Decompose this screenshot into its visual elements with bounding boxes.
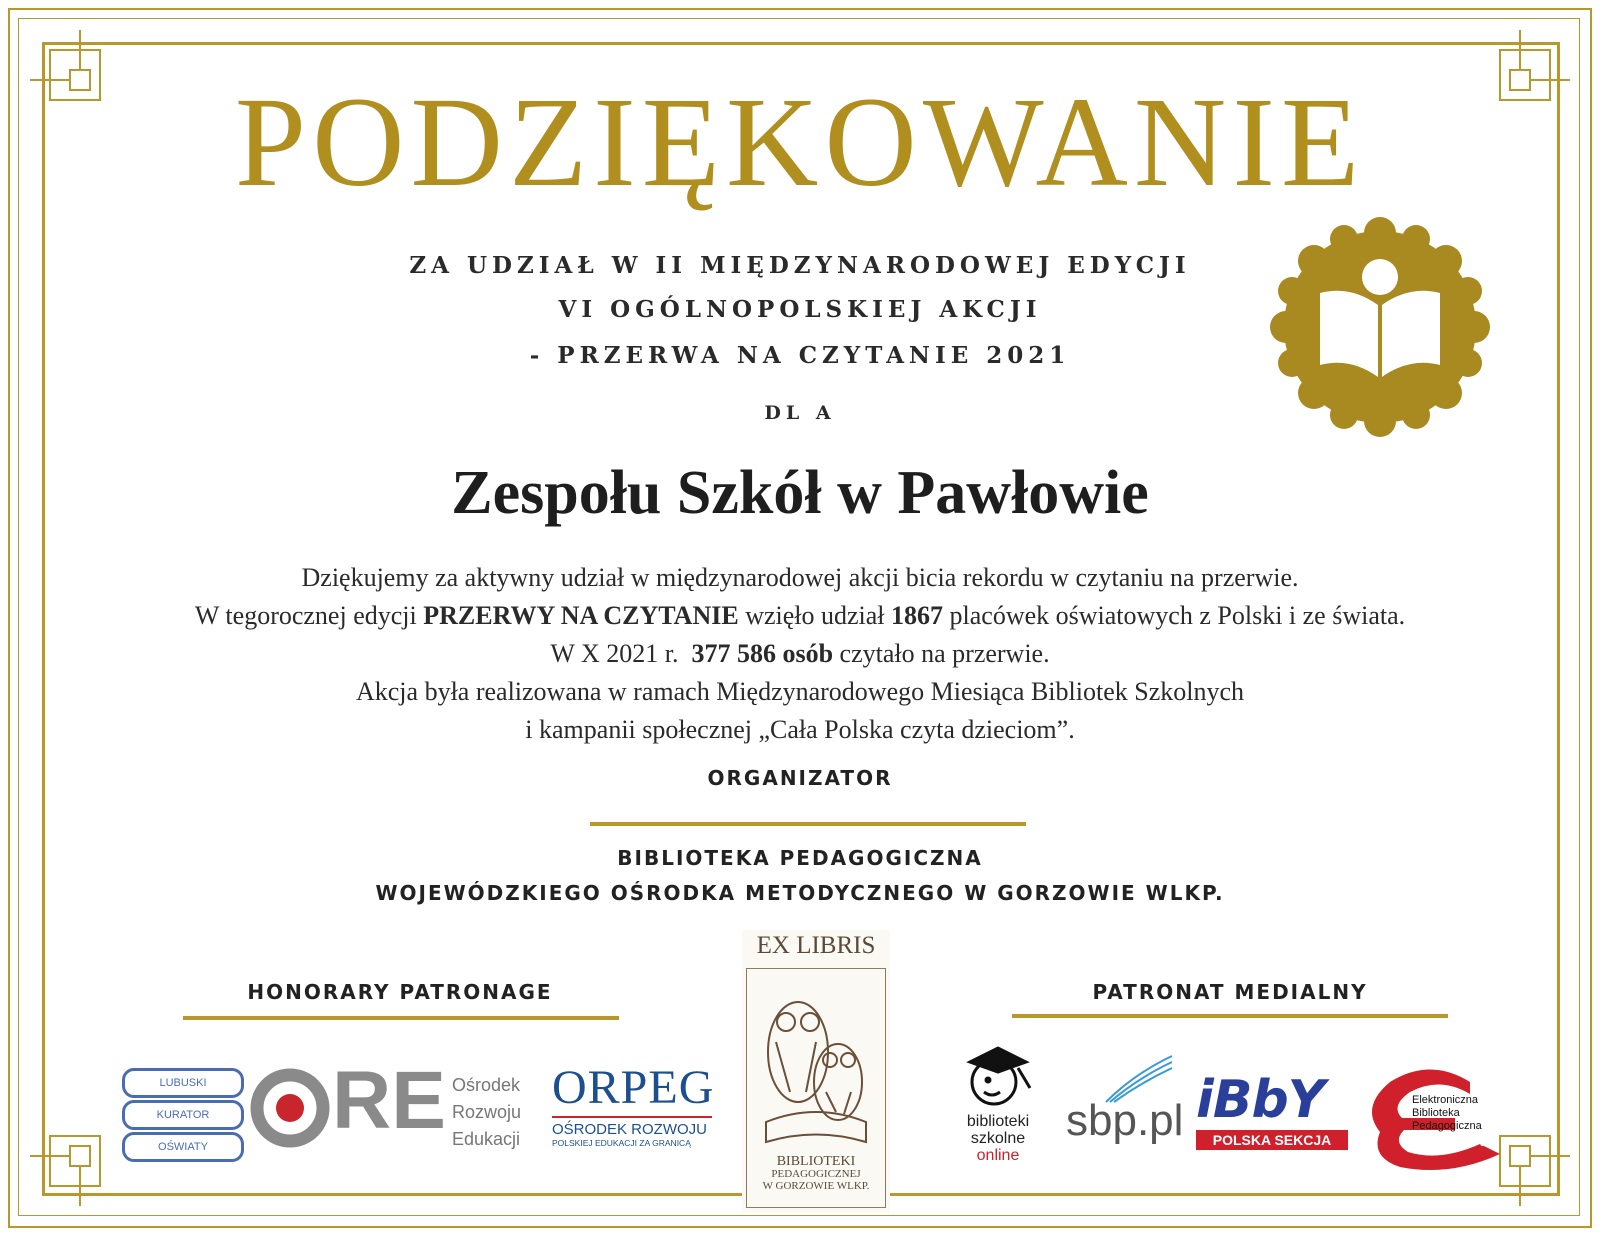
ebp-logo bbox=[1360, 1062, 1510, 1172]
organizer-heading: ORGANIZATOR bbox=[707, 766, 893, 790]
ex-libris-line-3: W GORZOWIE WLKP. bbox=[762, 1180, 870, 1192]
orpeg-logo bbox=[552, 1061, 715, 1164]
body-line-3-post: czytało na przerwie. bbox=[833, 639, 1050, 668]
body-line-5: i kampanii społecznej „Cała Polska czyta dzieciom”. bbox=[525, 715, 1075, 744]
bso-line-1: biblioteki bbox=[966, 1113, 1030, 1130]
subtitle-line-2: VI OGÓLNOPOLSKIEJ AKCJI bbox=[558, 296, 1042, 323]
orpeg-rule bbox=[552, 1116, 712, 1118]
ebp-line-1: Elektroniczna bbox=[1412, 1094, 1479, 1106]
organizer-rule bbox=[590, 822, 1026, 826]
orpeg-wordmark: ORPEG bbox=[552, 1061, 715, 1114]
sbp-text: sbp.pl bbox=[1066, 1096, 1184, 1145]
bso-line-2: szkolne bbox=[970, 1130, 1026, 1147]
body-line-4: Akcja była realizowana w ramach Międzynarodowego Miesiąca Bibliotek Szkolnych bbox=[355, 677, 1245, 706]
sbp-wordmark bbox=[1066, 1096, 1183, 1146]
for-label: DL A bbox=[764, 402, 836, 424]
page-title: PODZIĘKOWANIE bbox=[234, 71, 1366, 213]
ibby-logo bbox=[1196, 1070, 1348, 1160]
body-line-3-pre: W X 2021 r. bbox=[550, 639, 692, 668]
media-heading: PATRONAT MEDIALNY bbox=[1092, 980, 1368, 1004]
ebp-line-3: Pedagogiczna bbox=[1412, 1120, 1482, 1132]
body-line-2-pre: W tegorocznej edycji bbox=[194, 601, 424, 630]
ibby-wordmark: iBbY bbox=[1196, 1070, 1325, 1130]
ex-libris-line-2: PEDAGOGICZNEJ bbox=[771, 1168, 861, 1180]
kurator-line-2: KURATOR bbox=[122, 1100, 244, 1130]
kurator-logo bbox=[118, 1058, 242, 1170]
owls-icon bbox=[756, 982, 876, 1152]
bso-logo bbox=[948, 1042, 1048, 1172]
subtitle-line-1: ZA UDZIAŁ W II MIĘDZYNARODOWEJ EDYCJI bbox=[409, 252, 1191, 279]
ore-circle-icon bbox=[250, 1068, 330, 1148]
institution-count: 1867 bbox=[891, 601, 944, 630]
ore-desc-line-1: Ośrodek bbox=[452, 1075, 521, 1095]
ex-libris-bookplate bbox=[742, 930, 890, 1212]
ibby-subtitle: POLSKA SEKCJA bbox=[1196, 1130, 1348, 1150]
book-seal-icon bbox=[1268, 215, 1492, 439]
ore-letters: RE bbox=[332, 1055, 446, 1146]
ebp-subtitle: SBP bbox=[1480, 1138, 1499, 1148]
body-line-3 bbox=[0, 641, 1600, 667]
ebp-text bbox=[1412, 1094, 1482, 1133]
kurator-line-1: LUBUSKI bbox=[122, 1068, 244, 1098]
organizer-line-2: WOJEWÓDZKIEGO OŚRODKA METODYCZNEGO W GORZOWIE WLKP. bbox=[375, 881, 1225, 905]
media-rule bbox=[1012, 1014, 1448, 1018]
ex-libris-caption bbox=[748, 1156, 884, 1192]
body-line-2-post: placówek oświatowych z Polski i ze świata. bbox=[943, 601, 1406, 630]
reader-count: 377 586 osób bbox=[691, 639, 834, 668]
event-name: PRZERWY NA CZYTANIE bbox=[423, 601, 739, 630]
kurator-line-3: OŚWIATY bbox=[122, 1132, 244, 1162]
ex-libris-title: EX LIBRIS bbox=[756, 932, 876, 959]
ore-logo bbox=[250, 1055, 446, 1164]
orpeg-line-2: POLSKIEJ EDUKACJI ZA GRANICĄ bbox=[552, 1138, 691, 1148]
ore-desc-line-3: Edukacji bbox=[452, 1129, 521, 1149]
ore-desc-line-2: Rozwoju bbox=[452, 1102, 522, 1122]
ebp-line-2: Biblioteka bbox=[1412, 1107, 1460, 1119]
bso-line-3: online bbox=[976, 1147, 1020, 1164]
body-line-2 bbox=[0, 603, 1600, 629]
body-line-2-mid: wzięło udział bbox=[738, 601, 892, 630]
body-line-1: Dziękujemy za aktywny udział w międzynarodowej akcji bicia rekordu w czytaniu na przerwie. bbox=[301, 563, 1299, 592]
sbp-logo bbox=[1066, 1054, 1186, 1154]
honorary-heading: HONORARY PATRONAGE bbox=[247, 980, 553, 1004]
honorary-rule bbox=[183, 1016, 619, 1020]
organizer-line-1: BIBLIOTEKA PEDAGOGICZNA bbox=[617, 846, 983, 870]
ore-description bbox=[452, 1072, 542, 1153]
reading-child-icon bbox=[958, 1042, 1038, 1108]
recipient-name: Zespołu Szkół w Pawłowie bbox=[451, 459, 1149, 527]
subtitle-line-3: - PRZERWA NA CZYTANIE 2021 bbox=[529, 342, 1071, 369]
corner-ornament-bottom-left bbox=[30, 1116, 120, 1206]
ex-libris-line-1: BIBLIOTEKI bbox=[776, 1154, 856, 1169]
orpeg-line-1: OŚRODEK ROZWOJU bbox=[552, 1121, 708, 1138]
